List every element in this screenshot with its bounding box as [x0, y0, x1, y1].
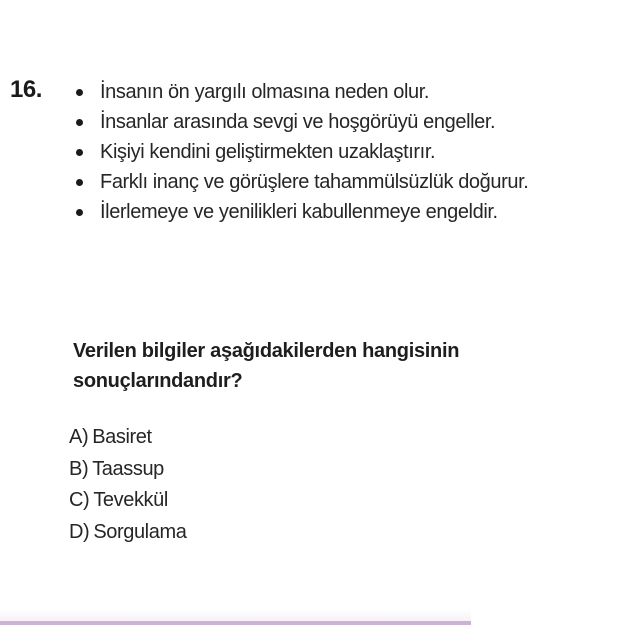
statement-item — [73, 107, 573, 137]
bullet-icon — [76, 119, 83, 126]
bullet-icon — [76, 89, 83, 96]
bullet-icon — [76, 209, 83, 216]
option-d[interactable] — [69, 517, 186, 549]
option-letter: D) — [69, 520, 90, 543]
option-letter: C) — [69, 489, 90, 511]
option-text: Tevekkül — [93, 489, 168, 511]
statement-item — [73, 167, 573, 197]
question-stem: Verilen bilgiler aşağıdakilerden hangisinin sonuçlarındandır? — [73, 340, 460, 392]
option-text: Taassup — [92, 457, 164, 480]
option-c[interactable] — [69, 485, 186, 517]
option-letter: B) — [69, 457, 89, 480]
bottom-divider — [0, 621, 471, 625]
statement-text: İnsanın ön yargılı olmasına neden olur. — [100, 81, 430, 103]
option-text: Sorgulama — [93, 520, 187, 543]
option-letter: A) — [69, 426, 89, 448]
statement-item — [73, 77, 573, 107]
bullet-icon — [76, 149, 83, 156]
question-number: 16. — [10, 76, 42, 103]
statement-item — [73, 137, 573, 167]
bullet-icon — [76, 179, 83, 186]
option-b[interactable] — [69, 454, 186, 486]
statement-text: İnsanlar arasında sevgi ve hoşgörüyü engeller. — [100, 111, 496, 133]
statement-text: Farklı inanç ve görüşlere tahammülsüzlük doğurur. — [100, 171, 529, 193]
option-text: Basiret — [92, 426, 152, 448]
statement-list — [73, 77, 573, 227]
option-a[interactable] — [69, 422, 186, 454]
statement-text: İlerlemeye ve yenilikleri kabullenmeye engeldir. — [100, 201, 498, 223]
statement-item — [73, 197, 573, 227]
answer-options — [69, 422, 186, 548]
bottom-fade — [0, 610, 471, 621]
statement-text: Kişiyi kendini geliştirmekten uzaklaştırır. — [100, 141, 436, 163]
